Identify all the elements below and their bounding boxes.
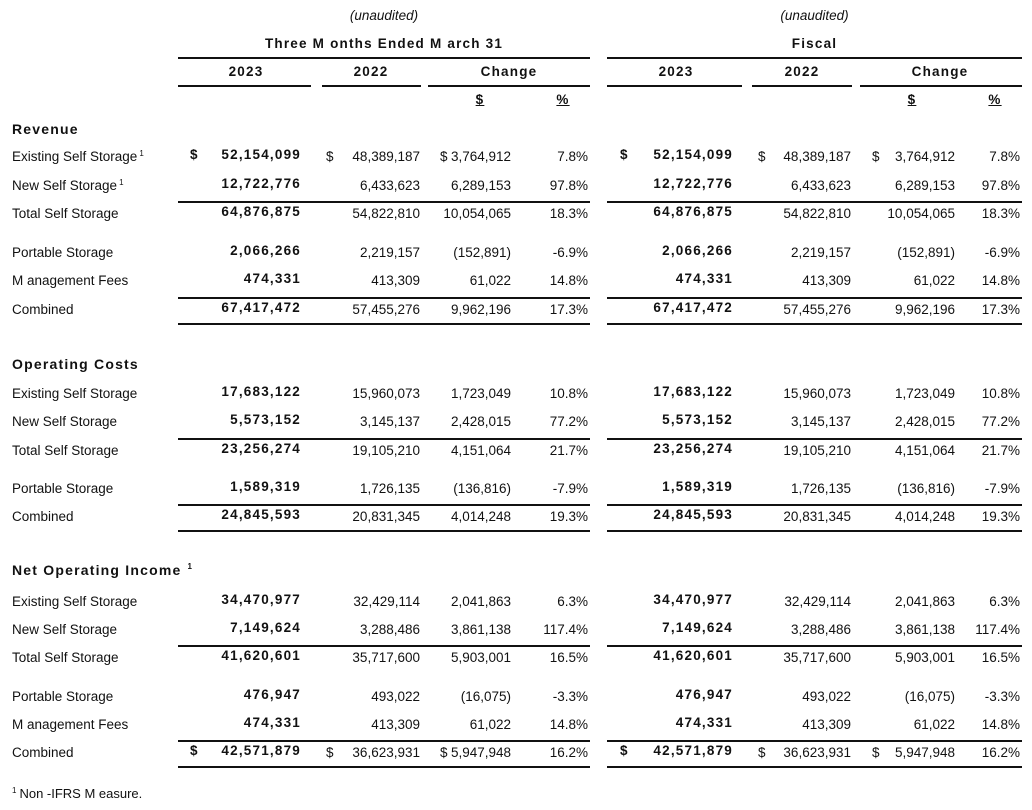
value-pct: 7.8% [557,149,588,164]
value-pct: 16.5% [549,650,588,665]
value-2022: 57,455,276 [783,302,851,317]
subtotal-rule [178,504,590,506]
value-2023: 5,573,152 [662,412,733,427]
currency-sign: $ [440,745,448,760]
unaudited-label: (unaudited) [780,8,849,23]
value-pct: 10.8% [549,386,588,401]
value-2023: 12,722,776 [653,176,733,191]
row-label: New Self Storage [12,414,118,429]
currency-sign: $ [190,743,199,758]
value-pct: -7.9% [552,481,588,496]
row-label: Combined [12,745,74,760]
value-pct: 18.3% [549,206,588,221]
value-2022: 15,960,073 [352,386,420,401]
total-rule [178,766,590,768]
value-2022: 35,717,600 [352,650,420,665]
value-2023: 34,470,977 [221,592,301,607]
value-change: (136,816) [453,481,511,496]
value-2022: 19,105,210 [783,443,851,458]
value-pct: 117.4% [543,622,588,637]
footnote-marker: 1 [119,178,124,187]
col-header-pct: % [988,92,1002,107]
value-2023: 24,845,593 [221,507,301,522]
value-pct: 10.8% [981,386,1020,401]
value-pct: 97.8% [549,178,588,193]
col-header-change: Change [480,64,538,79]
value-change: 9,962,196 [894,302,955,317]
value-pct: 19.3% [549,509,588,524]
value-pct: 97.8% [981,178,1020,193]
value-change: (152,891) [897,245,955,260]
value-pct: 117.4% [975,622,1020,637]
value-pct: -6.9% [984,245,1020,260]
subtotal-rule [178,645,590,647]
col-rule-2022 [752,85,852,87]
value-2022: 1,726,135 [359,481,420,496]
value-pct: 14.8% [981,717,1020,732]
value-change: (16,075) [904,689,955,704]
value-2023: 67,417,472 [221,300,301,315]
footnote-marker: 1 [187,562,194,571]
value-2023: 1,589,319 [230,479,301,494]
value-2023: 64,876,875 [221,204,301,219]
value-2022: 20,831,345 [783,509,851,524]
col-header-2023: 2023 [658,64,694,79]
value-pct: 14.8% [981,273,1020,288]
currency-sign: $ [440,149,448,164]
value-2023: 2,066,266 [230,243,301,258]
value-2023: 64,876,875 [653,204,733,219]
value-2022: 6,433,623 [359,178,420,193]
col-rule-change [860,85,1022,87]
value-pct: -7.9% [984,481,1020,496]
value-2022: 57,455,276 [352,302,420,317]
col-header-2022: 2022 [353,64,389,79]
value-pct: 19.3% [981,509,1020,524]
value-2023: 42,571,879 [221,743,301,758]
value-2022: 3,145,137 [790,414,851,429]
row-label: New Self Storage $^1$ [12,178,124,193]
value-pct: 77.2% [981,414,1020,429]
value-2023: 474,331 [243,271,301,286]
value-change: (136,816) [897,481,955,496]
row-label: M anagement Fees [12,717,129,732]
col-header-dollar: $ [907,92,917,107]
currency-sign: $ [190,147,199,162]
value-2022: 493,022 [371,689,420,704]
total-rule [178,530,590,532]
value-2022: 413,309 [802,717,851,732]
value-pct: 7.8% [989,149,1020,164]
col-header-pct: % [556,92,570,107]
col-rule-2023 [607,85,742,87]
value-2023: 1,589,319 [662,479,733,494]
value-change: 3,764,912 [894,149,955,164]
value-change: 10,054,065 [443,206,511,221]
value-2023: 23,256,274 [221,441,301,456]
value-pct: 17.3% [549,302,588,317]
value-change: (152,891) [453,245,511,260]
currency-sign: $ [326,149,334,164]
col-header-change: Change [911,64,969,79]
value-2023: 474,331 [675,271,733,286]
value-2022: 54,822,810 [352,206,420,221]
value-change: 4,151,064 [894,443,955,458]
value-2022: 36,623,931 [352,745,420,760]
subtotal-rule [607,297,1022,299]
value-pct: 16.2% [981,745,1020,760]
value-pct: 16.2% [549,745,588,760]
subtotal-rule [178,201,590,203]
value-2023: 7,149,624 [662,620,733,635]
unaudited-label: (unaudited) [349,8,419,23]
value-change: 6,289,153 [894,178,955,193]
value-2022: 413,309 [802,273,851,288]
col-header-2022: 2022 [784,64,820,79]
row-label: Combined [12,302,74,317]
value-change: (16,075) [460,689,511,704]
value-2023: 34,470,977 [653,592,733,607]
value-change: 10,054,065 [887,206,955,221]
value-change: 2,041,863 [894,594,955,609]
row-label: Existing Self Storage [12,594,138,609]
value-2023: 17,683,122 [221,384,301,399]
subtotal-rule [178,438,590,440]
value-2022: 54,822,810 [783,206,851,221]
value-2022: 32,429,114 [784,594,851,609]
total-rule [607,530,1022,532]
currency-sign: $ [758,745,766,760]
value-2022: 35,717,600 [783,650,851,665]
section-title: Revenue [12,121,79,137]
value-2023: 42,571,879 [653,743,733,758]
subtotal-rule [607,201,1022,203]
subtotal-rule [178,740,590,742]
value-2023: 476,947 [243,687,301,702]
value-change: 2,428,015 [894,414,955,429]
value-2022: 20,831,345 [352,509,420,524]
value-change: 3,861,138 [450,622,511,637]
col-header-2023: 2023 [228,64,264,79]
footnote-marker: 1 [12,786,17,795]
value-pct: 17.3% [981,302,1020,317]
value-pct: 77.2% [549,414,588,429]
col-rule-2023 [178,85,311,87]
value-change: 61,022 [469,717,511,732]
value-2023: 23,256,274 [653,441,733,456]
row-label: M anagement Fees [12,273,129,288]
value-2022: 413,309 [371,273,420,288]
value-change: 4,151,064 [450,443,511,458]
subtotal-rule [178,297,590,299]
value-change: 1,723,049 [450,386,511,401]
value-2023: 2,066,266 [662,243,733,258]
value-2023: 7,149,624 [230,620,301,635]
value-2022: 48,389,187 [783,149,851,164]
section-title: Net Operating Income $^1$ [12,562,194,578]
section-title: Operating Costs [12,356,139,372]
value-2023: 474,331 [243,715,301,730]
value-change: 4,014,248 [450,509,511,524]
currency-sign: $ [872,745,880,760]
value-change: 2,428,015 [450,414,511,429]
value-2022: 19,105,210 [352,443,420,458]
period-rule [607,57,1022,59]
row-label: Total Self Storage [12,650,119,665]
row-label: Total Self Storage [12,206,119,221]
value-2022: 32,429,114 [353,594,420,609]
subtotal-rule [607,645,1022,647]
subtotal-rule [607,740,1022,742]
footnote-marker: 1 [139,149,144,158]
col-rule-2022 [322,85,421,87]
value-2022: 3,288,486 [790,622,851,637]
value-2022: 6,433,623 [790,178,851,193]
footnote-text: Non -IFRS M easure. [19,786,143,801]
currency-sign: $ [872,149,880,164]
currency-sign: $ [620,743,629,758]
value-2022: 3,288,486 [359,622,420,637]
value-change: 61,022 [469,273,511,288]
value-2023: 5,573,152 [230,412,301,427]
currency-sign: $ [326,745,334,760]
value-change: 1,723,049 [894,386,955,401]
row-label: Portable Storage [12,481,114,496]
value-change: 3,861,138 [894,622,955,637]
row-label: Combined [12,509,74,524]
value-pct: -3.3% [552,689,588,704]
col-header-dollar: $ [475,92,485,107]
value-2023: 474,331 [675,715,733,730]
row-label: New Self Storage [12,622,118,637]
value-2022: 2,219,157 [790,245,851,260]
value-2023: 67,417,472 [653,300,733,315]
value-pct: 14.8% [549,273,588,288]
value-pct: -3.3% [984,689,1020,704]
value-pct: 18.3% [981,206,1020,221]
value-change: 5,903,001 [894,650,955,665]
value-2023: 52,154,099 [653,147,733,162]
value-pct: 16.5% [981,650,1020,665]
value-2023: 41,620,601 [221,648,301,663]
total-rule [607,323,1022,325]
value-change: 2,041,863 [450,594,511,609]
value-2023: 12,722,776 [221,176,301,191]
value-change: 3,764,912 [450,149,511,164]
value-2023: 41,620,601 [653,648,733,663]
value-2022: 3,145,137 [359,414,420,429]
value-change: 61,022 [913,717,955,732]
value-pct: 6.3% [989,594,1020,609]
value-change: 5,947,948 [894,745,955,760]
row-label: Existing Self Storage [12,386,138,401]
footnote [12,786,142,802]
col-rule-change [428,85,590,87]
total-rule [607,766,1022,768]
subtotal-rule [607,438,1022,440]
value-pct: 21.7% [981,443,1020,458]
row-label: Portable Storage [12,245,114,260]
value-change: 9,962,196 [450,302,511,317]
subtotal-rule [607,504,1022,506]
row-label: Total Self Storage [12,443,119,458]
currency-sign: $ [620,147,629,162]
period-title-fiscal: Fiscal [791,36,838,51]
value-2022: 15,960,073 [783,386,851,401]
value-pct: 21.7% [549,443,588,458]
value-2023: 24,845,593 [653,507,733,522]
value-change: 6,289,153 [450,178,511,193]
value-2022: 1,726,135 [790,481,851,496]
value-pct: 6.3% [557,594,588,609]
currency-sign: $ [758,149,766,164]
value-2022: 493,022 [802,689,851,704]
value-2023: 476,947 [675,687,733,702]
value-2023: 52,154,099 [221,147,301,162]
value-2022: 413,309 [371,717,420,732]
value-change: 61,022 [913,273,955,288]
value-change: 5,903,001 [450,650,511,665]
value-pct: 14.8% [549,717,588,732]
period-title-three-months: Three M onths Ended M arch 31 [264,36,504,51]
value-change: 4,014,248 [894,509,955,524]
value-pct: -6.9% [552,245,588,260]
value-2022: 48,389,187 [352,149,420,164]
total-rule [178,323,590,325]
row-label: Portable Storage [12,689,114,704]
row-label: Existing Self Storage $^1$ [12,149,144,164]
period-rule [178,57,590,59]
value-2023: 17,683,122 [653,384,733,399]
value-2022: 2,219,157 [359,245,420,260]
value-change: 5,947,948 [450,745,511,760]
value-2022: 36,623,931 [783,745,851,760]
